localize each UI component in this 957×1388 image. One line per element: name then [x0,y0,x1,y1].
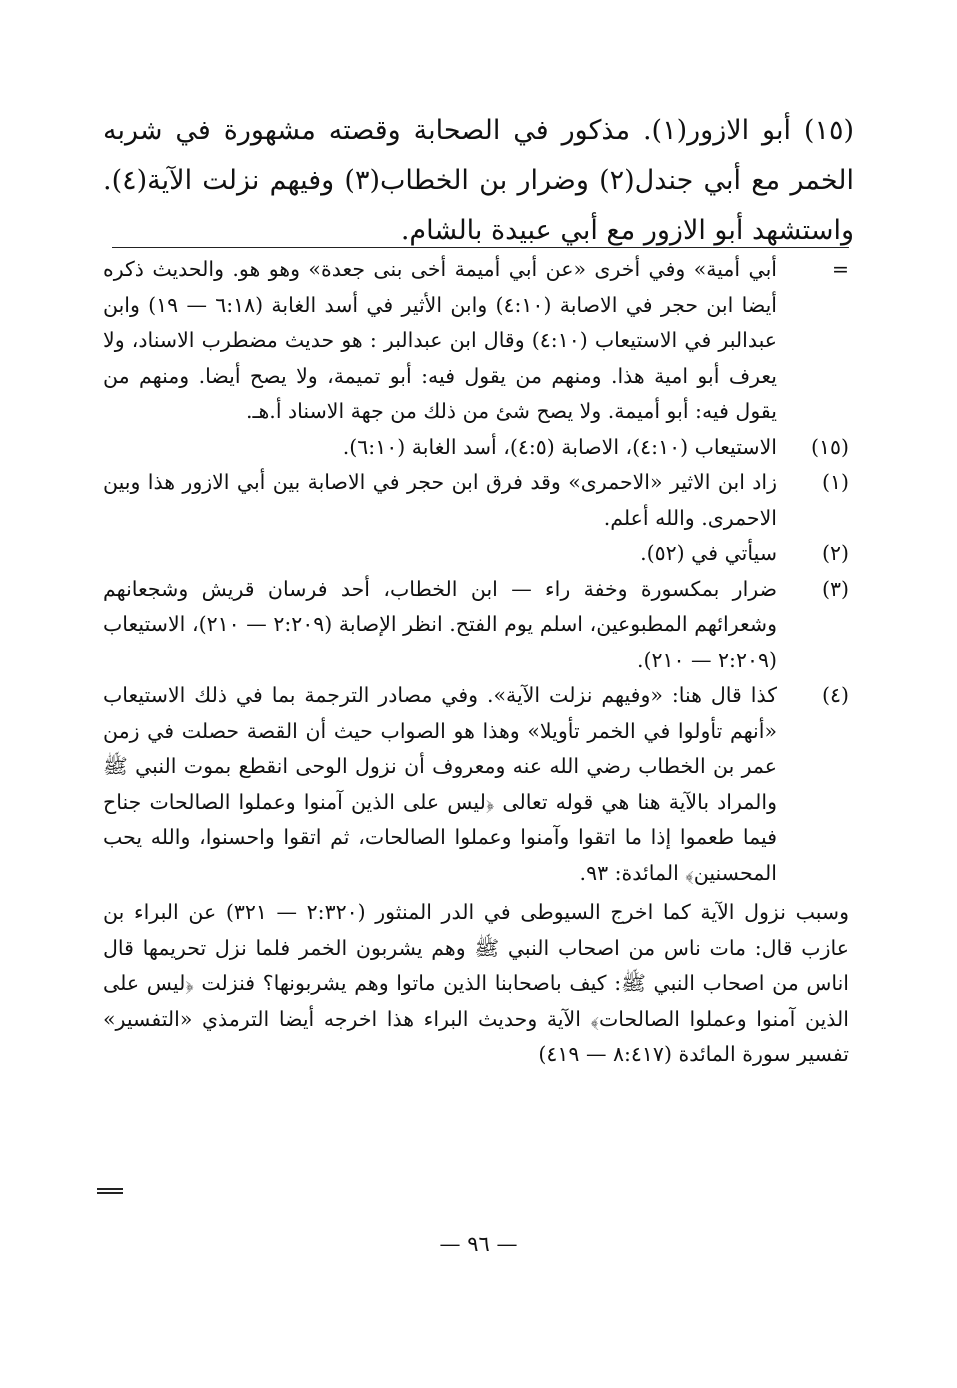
footnote-text: الاستيعاب (٤:١٠)، الاصابة (٤:٥)، أسد الغابة (٦:١٠). [342,434,777,459]
main-text-block [103,106,854,256]
footnote-separator [112,247,849,248]
footnote [103,430,849,466]
footnotes-block [103,252,849,1073]
footnote [103,252,849,430]
footnote [103,572,849,679]
footnote [103,465,849,536]
footnote-text: كذا قال هنا: «وفيهم نزلت الآية». وفي مصادر الترجمة بما في ذلك الاستيعاب «أنهم تأولوا في الخمر تأويلا» وهذا هو الصواب حيث أن القصة حصلت في زمن عمر بن الخطاب رضي الله عنه ومعروف أن نزول الوحى انقطع بموت النبي ﷺ والمراد بالآية هنا هي قوله تعالى ﴿ليس على الذين آمنوا وعملوا الصالحات جناح فيما طعموا إذا ما اتقوا وآمنوا وعملوا الصالحات، ثم اتقوا واحسنوا، والله يحب المحسنين﴾ المائدة: ٩٣. [103,683,777,885]
footnote [103,536,849,572]
footnote-text: أبي أمية» وفي أخرى «عن أبي أميمة أخى بنى جعدة» وهو هو. والحديث ذكره أيضا ابن حجر في الاصابة (٤:١٠) وابن الأثير في أسد الغابة (٦:١٨ — ١٩) وابن عبدالبر في الاستيعاب (٤:١٠) وقال ابن عبدالبر : هو حديث مضطرب الاسناد، ولا يعرف أبو امية هذا. ومنهم من يقول فيه: أبو تميمة، ولا يصح أيضا. ومنهم من يقول فيه: أبو أميمة. ولا يصح شئ من ذلك من جهة الاسناد أ.هـ. [103,257,778,423]
footnote-number: (٢) [821,541,849,565]
footnote-continuation: وسبب نزول الآية كما اخرج السيوطى في الدر المنثور (٢:٣٢٠ — ٣٢١) عن البراء بن عازب قال: مات ناس من اصحاب النبي ﷺ وهم يشربون الخمر فلما نزل تحريمها قال اناس من اصحاب النبي ﷺ: كيف باصحابنا الذين ماتوا وهم يشربونها؟ فنزلت ﴿ليس على الذين آمنوا وعملوا الصالحات﴾ الآية وحديث البراء هذا اخرجه أيضا الترمذي «التفسير» تفسير سورة المائدة (٨:٤١٧ — ٤١٩) [103,900,849,1066]
footnote-number: (١٥) [810,434,849,459]
footnote-number: (١) [821,470,849,494]
footnote-text: سيأتي في (٥٢). [640,541,777,565]
footnote [103,678,849,891]
footnote-number: (٤) [821,683,849,707]
footnote-text: ضرار بمكسورة وخفة راء — ابن الخطاب، أحد فرسان قريش وشجعانهم وشعرائهم المطبوعين، اسلم يوم الفتح. انظر الإصابة (٢:٢٠٩ — ٢١٠)، الاستيعاب (٢:٢٠٩ — ٢١٠). [103,576,777,672]
continuation-mark [97,1188,123,1194]
footnote-number: (٣) [821,576,849,601]
main-paragraph: (١٥) أبو الازور(١). مذكور في الصحابة وقصته مشهورة في شربه الخمر مع أبي جندل(٢) وضرار بن الخطاب(٣) وفيهم نزلت الآية(٤). واستشهد أبو الازور مع أبي عبيدة بالشام. [103,115,854,246]
footnote-number: = [831,257,849,281]
page-number: — ٩٦ — [439,1232,518,1256]
footnote-text: زاد ابن الاثير «الاحمرى» وقد فرق ابن حجر في الاصابة بين أبي الازور هذا وبين الاحمرى. والله أعلم. [103,470,777,530]
